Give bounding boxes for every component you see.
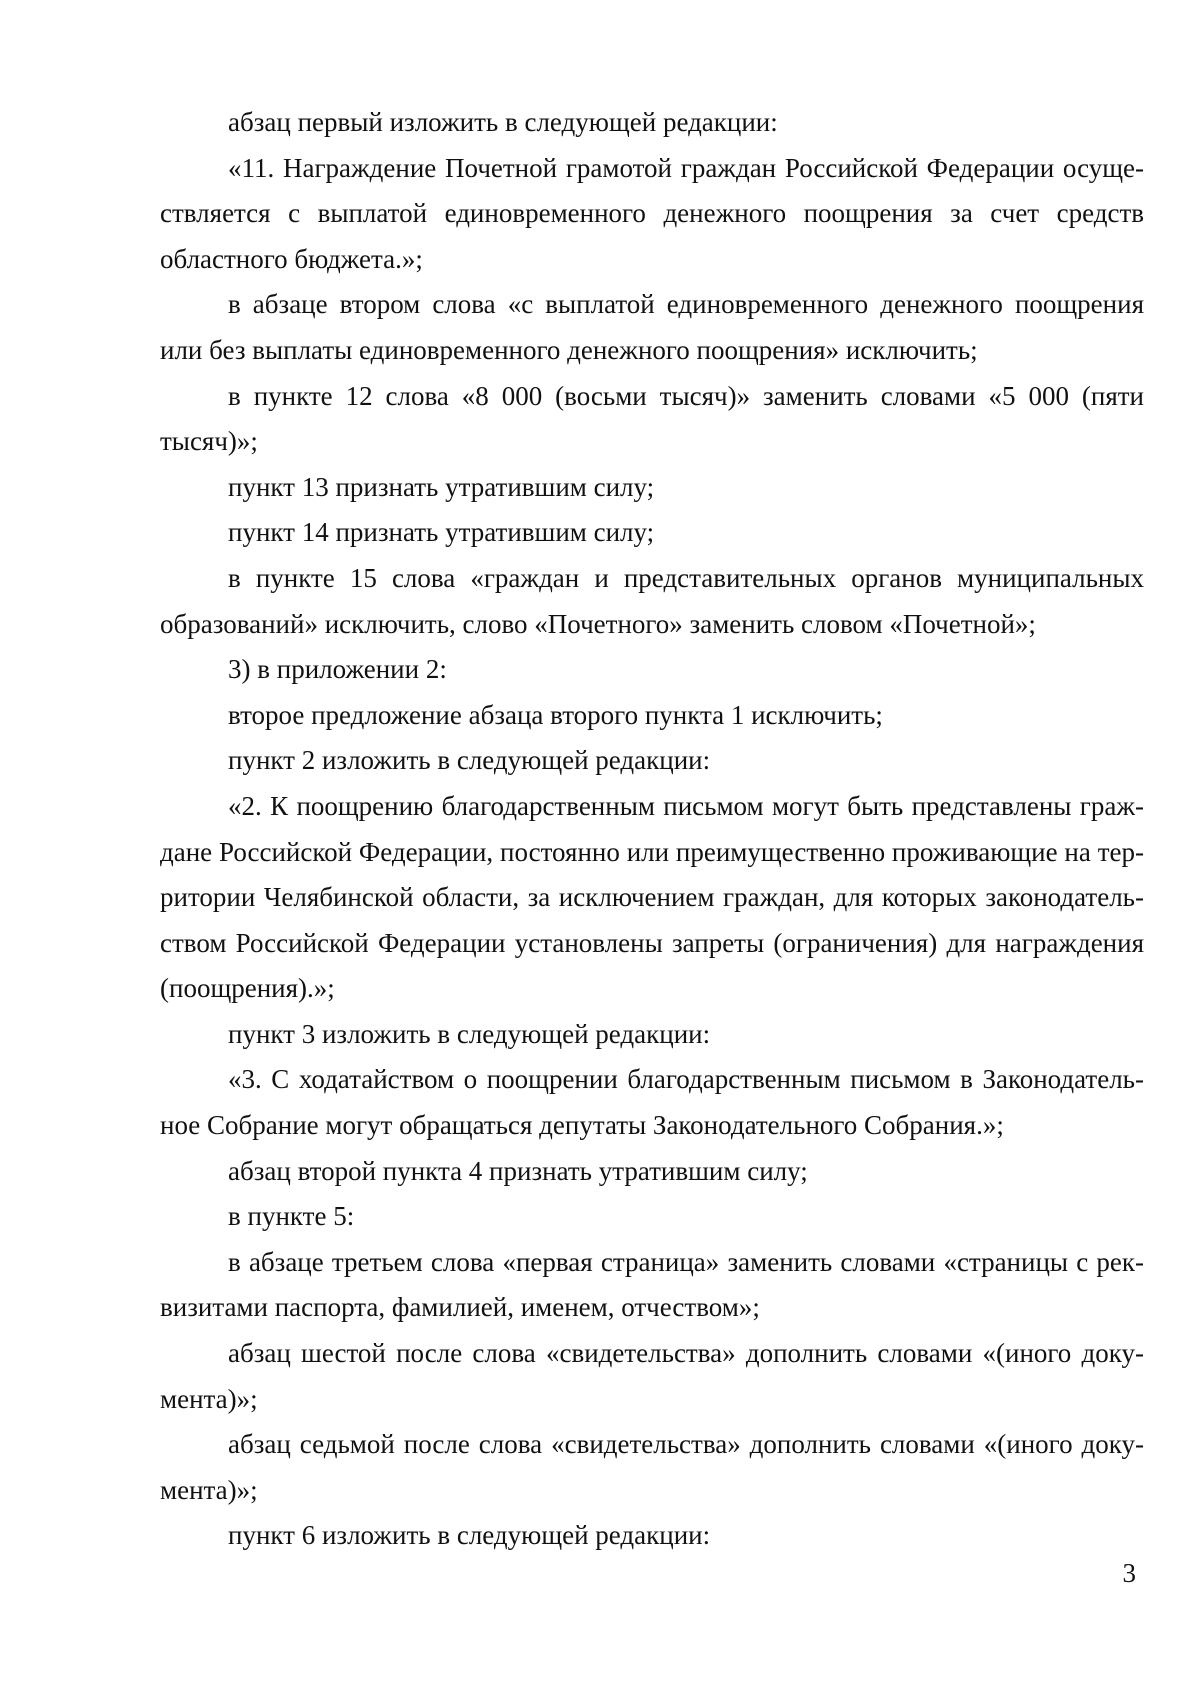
paragraph-2: «11. Награждение Почетной грамотой граждан Российской Федерации осуществляется с выплатой единовременного денежного поощрения за счет средств областного бюджета.»;	[160, 152, 1144, 274]
paragraph-4: в пункте 12 слова «8 000 (восьми тысяч)» заменить словами «5 000 (пяти тысяч)»;	[160, 380, 1144, 457]
paragraph-9: второе предложение абзаца второго пункта 1 исключить;	[228, 699, 883, 730]
paragraph-1: абзац первый изложить в следующей редакции:	[228, 107, 778, 137]
document-body	[160, 100, 1144, 1559]
paragraph-5: пункт 13 признать утратившим силу;	[228, 471, 655, 502]
paragraph-7: в пункте 15 слова «граждан и представительных органов муниципальных образований» исключить, слово «Почетного» заменить словом «Почетной»;	[160, 562, 1144, 639]
paragraph-15: в пункте 5:	[228, 1201, 355, 1232]
paragraph-10: пункт 2 изложить в следующей редакции:	[228, 745, 711, 776]
paragraph-3: в абзаце втором слова «с выплатой единовременного денежного поощрения или без выплаты единовременного денежного поощрения» исключить;	[160, 289, 1144, 365]
paragraph-12: пункт 3 изложить в следующей редакции:	[228, 1018, 711, 1049]
paragraph-17: абзац шестой после слова «свидетельства» дополнить словами «(иного документа)»;	[160, 1338, 1144, 1414]
paragraph-19: пункт 6 изложить в следующей редакции:	[228, 1520, 711, 1551]
paragraph-13: «3. С ходатайством о поощрении благодарственным письмом в Законодательное Собрание могут обращаться депутаты Законодательного Собрания.»;	[160, 1064, 1144, 1141]
paragraph-8: 3) в приложении 2:	[228, 654, 447, 685]
paragraph-18: абзац седьмой после слова «свидетельства» дополнить словами «(иного документа)»;	[160, 1429, 1144, 1505]
paragraph-11: «2. К поощрению благодарственным письмом могут быть представлены граждане Российской Федерации, постоянно или преимущественно проживающие на территории Челябинской области, за исключением граждан, для которых законодательством Российской Федерации установлены запреты (ограничения) для награждения (поощрения).»;	[160, 790, 1144, 1004]
page-number: 3	[1122, 1558, 1136, 1588]
paragraph-16: в абзаце третьем слова «первая страница» заменить словами «страницы с реквизитами паспорта, фамилией, именем, отчеством»;	[160, 1246, 1144, 1323]
paragraph-6: пункт 14 признать утратившим силу;	[228, 517, 655, 548]
paragraph-14: абзац второй пункта 4 признать утратившим силу;	[228, 1155, 808, 1186]
